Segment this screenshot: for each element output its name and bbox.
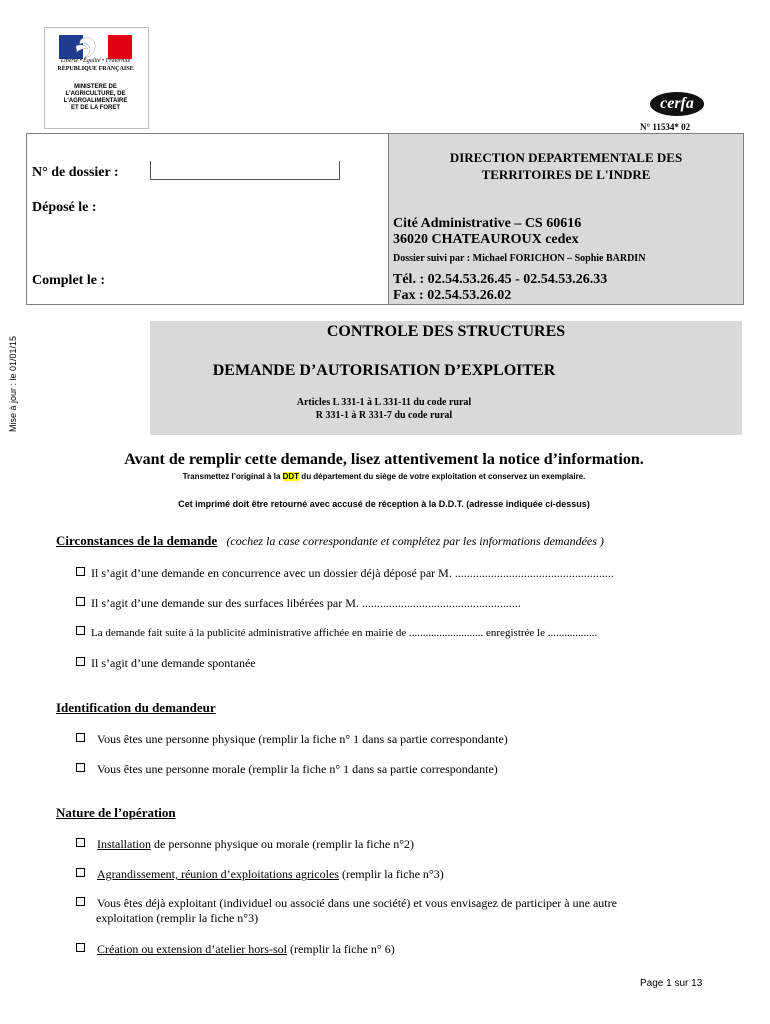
ministry-name: MINISTERE DE L'AGRICULTURE, DE L'AGROALIMENTAIRE ET DE LA FORET [63, 84, 128, 111]
checkbox[interactable] [76, 597, 85, 606]
checkbox[interactable] [76, 943, 85, 952]
dossier-number-field[interactable] [150, 161, 340, 180]
circonstance-option[interactable]: La demande fait suite à la publicité administrative affichée en mairie de ........................... enregistrée le .................. [76, 626, 597, 639]
circonstance-option[interactable]: Il s’agit d’une demande sur des surfaces libérées par M. ..................................................... [76, 596, 521, 611]
checkbox[interactable] [76, 626, 85, 635]
notice-heading: Avant de remplir cette demande, lisez attentivement la notice d’information. [124, 451, 644, 468]
page-title: CONTROLE DES STRUCTURES [326, 323, 566, 340]
cerfa-logo: cerfa [650, 92, 704, 116]
checkbox[interactable] [76, 868, 85, 877]
legal-articles: Articles L 331-1 à L 331-11 du code rural R 331-1 à R 331-7 du code rural [296, 397, 472, 421]
direction-name: DIRECTION DEPARTEMENTALE DES TERRITOIRES DE L'INDRE [449, 150, 683, 182]
circonstance-option[interactable]: Il s’agit d’une demande en concurrence avec un dossier déjà déposé par M. ..................................................... [76, 566, 614, 581]
republic-name: RÉPUBLIQUE FRANÇAISE [57, 66, 134, 72]
address: Cité Administrative – CS 60616 36020 CHATEAUROUX cedex [393, 216, 582, 247]
checkbox[interactable] [76, 733, 85, 742]
transmit-instruction: Transmettez l’original à la DDT du département du siège de votre exploitation et conservez un exemplaire. [182, 472, 586, 481]
depose-label: Déposé le : [32, 200, 97, 215]
circonstance-option[interactable]: Il s’agit d’une demande spontanée [76, 656, 256, 671]
republic-motto: Liberté • Égalité • Fraternité [60, 58, 131, 64]
checkbox[interactable] [76, 567, 85, 576]
dossier-suivi: Dossier suivi par : Michael FORICHON – Sophie BARDIN [393, 253, 646, 264]
checkbox[interactable] [76, 838, 85, 847]
checkbox[interactable] [76, 897, 85, 906]
header-divider [388, 133, 389, 305]
nature-section-title: Nature de l’opération [56, 805, 176, 820]
nature-option[interactable]: Vous êtes déjà exploitant (individuel ou associé dans une société) et vous envisagez de participer à une autre exploitation (remplir la fiche n°3) [76, 896, 617, 926]
identification-option[interactable]: Vous êtes une personne morale (remplir la fiche n° 1 dans sa partie correspondante) [76, 762, 498, 777]
update-date-note: Mise à jour : le 01/01/15 [8, 335, 18, 432]
identification-option[interactable]: Vous êtes une personne physique (remplir la fiche n° 1 dans sa partie correspondante) [76, 732, 508, 747]
contact-phone-fax: Tél. : 02.54.53.26.45 - 02.54.53.26.33 Fax : 02.54.53.26.02 [393, 272, 608, 303]
identification-section-title: Identification du demandeur [56, 700, 216, 715]
checkbox[interactable] [76, 657, 85, 666]
page-subtitle: DEMANDE D’AUTORISATION D’EXPLOITER [212, 362, 556, 379]
checkbox[interactable] [76, 763, 85, 772]
return-note: Cet imprimé doit être retourné avec accusé de réception à la D.D.T. (adresse indiquée ci-dessus) [178, 499, 590, 509]
nature-option[interactable]: Agrandissement, réunion d’exploitations agricoles (remplir la fiche n°3) [76, 867, 444, 882]
circonstances-section-title: Circonstances de la demande (cochez la case correspondante et complétez par les informations demandées ) [56, 533, 604, 548]
marianne-icon [70, 36, 106, 59]
nature-option[interactable]: Création ou extension d’atelier hors-sol (remplir la fiche n° 6) [76, 942, 395, 957]
dossier-label: N° de dossier : [32, 165, 119, 180]
cerfa-number: N° 11534* 02 [640, 122, 691, 132]
ddt-highlight: DDT [282, 472, 300, 481]
page-number: Page 1 sur 13 [640, 978, 703, 989]
circonstances-hint: (cochez la case correspondante et complétez par les informations demandées ) [226, 534, 604, 548]
complet-label: Complet le : [32, 273, 106, 288]
nature-option[interactable]: Installation de personne physique ou morale (remplir la fiche n°2) [76, 837, 414, 852]
